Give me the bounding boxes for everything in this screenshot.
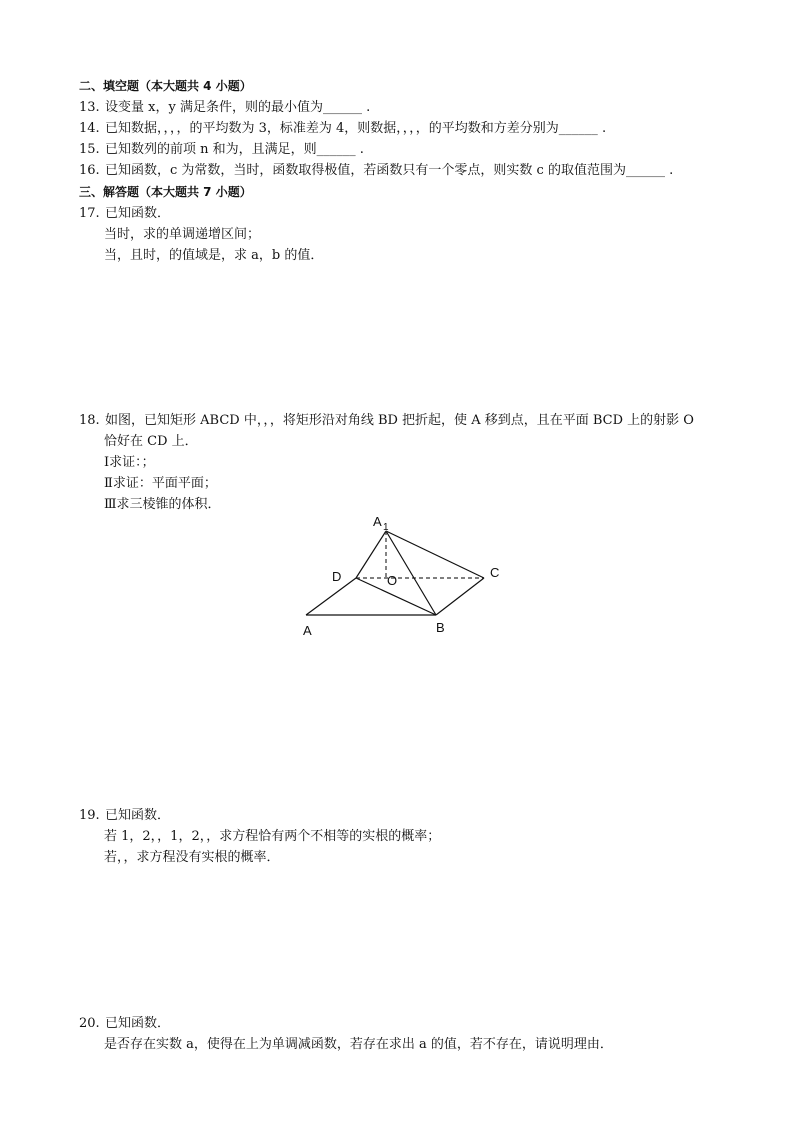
- question-text: 已知函数．: [105, 206, 171, 221]
- question-number: 17.: [79, 206, 100, 221]
- edge-a1d: [356, 531, 386, 578]
- section-fill-in-title: 二、填空题（本大题共 4 小题）: [79, 79, 252, 93]
- question-text: 已知数据，，，，的平均数为 3，标准差为 4，则数据，，，，的平均数和方差分别为______ .: [105, 121, 607, 136]
- label-c: C: [490, 565, 500, 580]
- question-18-text-cont: 恰好在 CD 上．: [104, 434, 198, 449]
- question-number: 19.: [79, 808, 100, 823]
- question-number: 20.: [79, 1016, 100, 1031]
- edge-ad: [306, 578, 356, 615]
- question-14: [79, 121, 606, 137]
- question-20: [79, 1016, 170, 1032]
- folded-rectangle-diagram: [296, 510, 506, 640]
- question-17-part-1: 当时，求的单调递增区间；: [104, 227, 261, 242]
- question-19-part-1: 若 1，2，，1，2，，求方程恰有两个不相等的实根的概率；: [104, 829, 441, 844]
- question-number: 13.: [79, 100, 100, 115]
- section-answer-title: 三、解答题（本大题共 7 小题）: [79, 185, 252, 199]
- question-number: 14.: [79, 121, 100, 136]
- question-number: 18.: [79, 413, 100, 428]
- label-o: O: [387, 573, 398, 588]
- question-text: 设变量 x，y 满足条件，则的最小值为______ .: [105, 100, 371, 115]
- question-17: [79, 206, 170, 222]
- question-text: 已知数列的前项 n 和为，且满足，则______ .: [105, 142, 364, 157]
- question-18: [79, 413, 694, 429]
- edge-a1c: [386, 531, 484, 578]
- question-15: [79, 142, 364, 158]
- question-number: 16.: [79, 163, 100, 178]
- label-a1-subscript: 1: [383, 522, 389, 533]
- label-a1: A: [373, 514, 382, 529]
- question-17-part-2: 当，且时，的值域是，求 a，b 的值．: [104, 248, 324, 263]
- question-text: 已知函数．: [105, 1016, 171, 1031]
- label-d: D: [332, 569, 342, 584]
- question-13: [79, 100, 370, 116]
- question-number: 15.: [79, 142, 100, 157]
- question-16: [79, 163, 673, 179]
- question-20-part-1: 是否存在实数 a，使得在上为单调减函数，若存在求出 a 的值，若不存在，请说明理由．: [104, 1037, 613, 1052]
- edge-bc: [436, 578, 484, 615]
- label-b: B: [436, 620, 445, 635]
- question-18-part-2: Ⅱ求证：平面平面；: [104, 476, 217, 491]
- label-a: A: [303, 623, 312, 638]
- question-18-part-3: Ⅲ求三棱锥的体积．: [104, 497, 221, 512]
- question-text: 已知函数，c 为常数，当时，函数取得极值，若函数只有一个零点，则实数 c 的取值范围为______ .: [105, 163, 674, 178]
- question-18-part-1: Ⅰ求证：；: [104, 455, 155, 470]
- question-text: 如图，已知矩形 ABCD 中，，，将矩形沿对角线 BD 把折起，使 A 移到点，且在平面 BCD 上的射影 O: [105, 413, 694, 428]
- question-19-part-2: 若，，求方程没有实根的概率．: [104, 850, 280, 865]
- question-19: [79, 808, 170, 824]
- question-text: 已知函数．: [105, 808, 171, 823]
